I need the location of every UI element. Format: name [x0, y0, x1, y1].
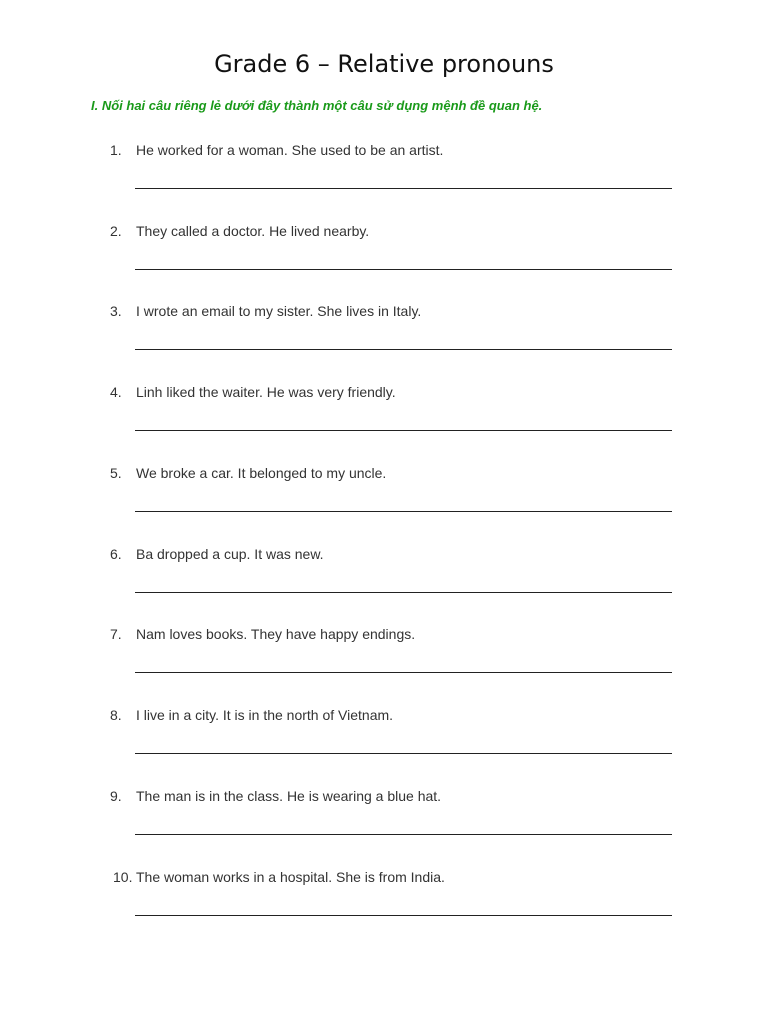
question-text: They called a doctor. He lived nearby.: [136, 223, 370, 239]
question-item: [0, 464, 768, 524]
question-text: I live in a city. It is in the north of Vietnam.: [136, 707, 394, 723]
answer-line[interactable]: [135, 753, 672, 754]
question-item: [0, 868, 768, 928]
answer-line[interactable]: [135, 592, 672, 593]
question-text: Ba dropped a cup. It was new.: [136, 546, 324, 562]
page-title: Grade 6 – Relative pronouns: [214, 50, 554, 78]
question-number: 1.: [110, 142, 122, 158]
question-number: 9.: [110, 788, 122, 804]
answer-line[interactable]: [135, 269, 672, 270]
question-text: Nam loves books. They have happy endings.: [136, 626, 416, 642]
question-number: 3.: [110, 303, 122, 319]
question-number: 10.: [113, 869, 133, 885]
answer-line[interactable]: [135, 834, 672, 835]
answer-line[interactable]: [135, 430, 672, 431]
question-item: [0, 545, 768, 605]
question-text: I wrote an email to my sister. She lives in Italy.: [136, 303, 422, 319]
question-item: [0, 706, 768, 766]
answer-line[interactable]: [135, 511, 672, 512]
question-number: 8.: [110, 707, 122, 723]
question-number: 4.: [110, 384, 122, 400]
question-item: [0, 625, 768, 685]
answer-line[interactable]: [135, 188, 672, 189]
question-item: [0, 383, 768, 443]
question-item: [0, 222, 768, 282]
question-text: The man is in the class. He is wearing a blue hat.: [136, 788, 442, 804]
question-text: He worked for a woman. She used to be an artist.: [136, 142, 444, 158]
question-number: 7.: [110, 626, 122, 642]
question-item: [0, 302, 768, 362]
question-item: [0, 141, 768, 201]
question-number: 2.: [110, 223, 122, 239]
question-item: [0, 787, 768, 847]
section-instruction: I. Nối hai câu riêng lẻ dưới đây thành một câu sử dụng mệnh đề quan hệ.: [91, 98, 543, 113]
question-text: We broke a car. It belonged to my uncle.: [136, 465, 387, 481]
answer-line[interactable]: [135, 915, 672, 916]
question-text: The woman works in a hospital. She is from India.: [136, 869, 445, 885]
question-text: Linh liked the waiter. He was very friendly.: [136, 384, 396, 400]
answer-line[interactable]: [135, 349, 672, 350]
answer-line[interactable]: [135, 672, 672, 673]
question-number: 6.: [110, 546, 122, 562]
question-number: 5.: [110, 465, 122, 481]
